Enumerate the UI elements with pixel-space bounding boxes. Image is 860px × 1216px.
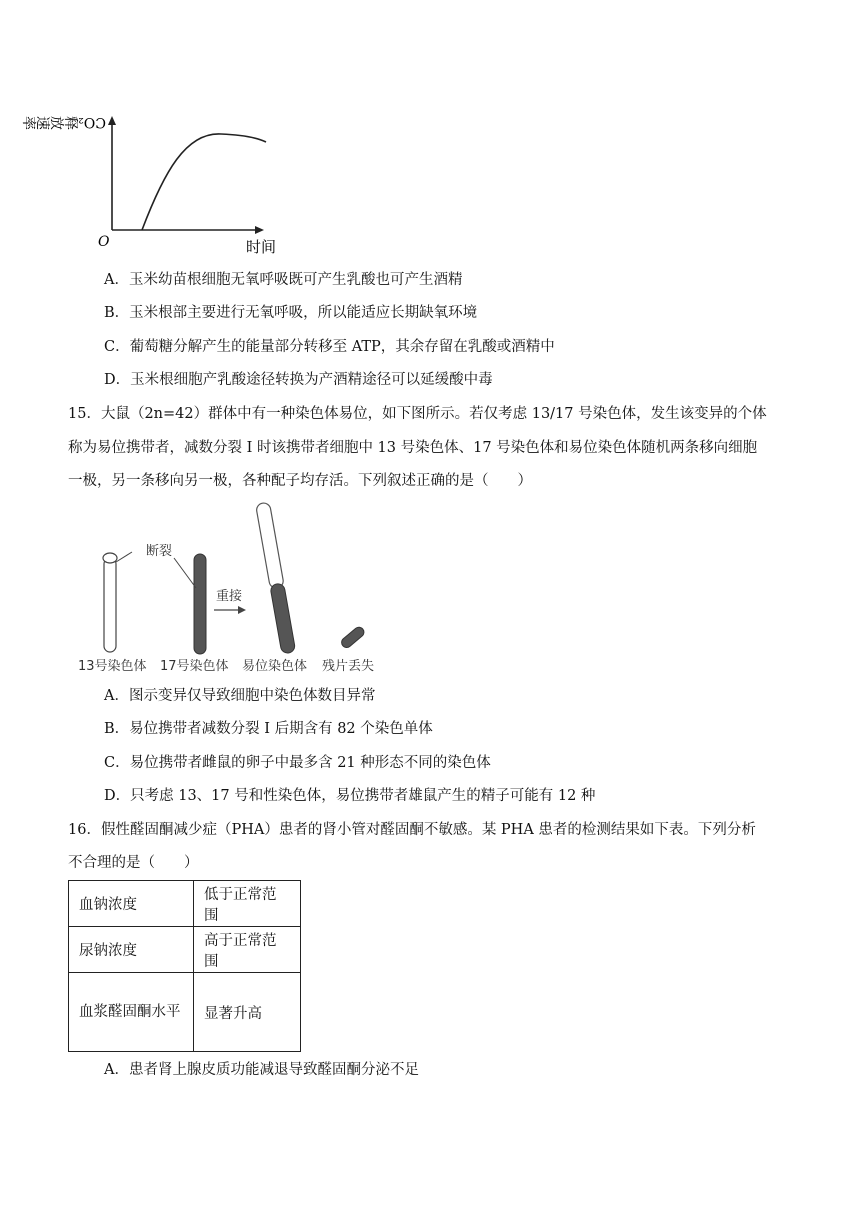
table-row	[69, 881, 301, 927]
co2-rate-graph	[22, 112, 286, 257]
break-leader-line	[174, 558, 196, 588]
table-cell-item: 血钠浓度	[69, 881, 194, 927]
q16-stem-line-2: 不合理的是（ ）	[68, 855, 199, 871]
q16-option-a: A．患者肾上腺皮质功能减退导致醛固酮分泌不足	[104, 1062, 419, 1078]
q15-stem-line-1: 15．大鼠（2n=42）群体中有一种染色体易位，如下图所示。若仅考虑 13/17 号染色体，发生该变异的个体	[68, 406, 767, 422]
q15-option-a: A．图示变异仅导致细胞中染色体数目异常	[104, 688, 376, 704]
table-row	[69, 927, 301, 973]
q15-option-c: C．易位携带者雌鼠的卵子中最多含 21 种形态不同的染色体	[104, 755, 491, 771]
q15-option-d: D．只考虑 13、17 号和性染色体，易位携带者雄鼠产生的精子可能有 12 种	[104, 788, 596, 804]
label-fragment-lost: 残片丢失	[322, 659, 375, 674]
q14-option-d: D．玉米根细胞产乳酸途径转换为产酒精途径可以延缓酸中毒	[104, 372, 493, 388]
translocation-dark-part	[270, 583, 296, 654]
chromosome-13	[104, 558, 116, 652]
q15-stem-line-2: 称为易位携带者，减数分裂 I 时该携带者细胞中 13 号染色体、17 号染色体和易位染色体随机两条移向细胞	[68, 440, 758, 456]
label-chromosome-17: 17号染色体	[160, 659, 229, 674]
table-row	[69, 973, 301, 1052]
table-cell-result: 高于正常范围	[194, 927, 301, 973]
chromosome-17	[194, 554, 206, 654]
graph-origin-label: O	[98, 234, 110, 250]
lost-fragment-shape	[340, 625, 366, 649]
lost-fragment	[340, 625, 366, 649]
graph-x-arrow	[255, 226, 264, 234]
q15-stem-line-3: 一极，另一条移向另一极，各种配子均存活。下列叙述正确的是（ ）	[68, 473, 532, 489]
table-cell-result: 显著升高	[194, 973, 301, 1052]
co2-rate-graph-svg	[22, 112, 286, 257]
chromosome-figure-svg	[74, 500, 384, 680]
graph-xlabel: 时间	[246, 238, 277, 256]
graph-y-arrow	[108, 116, 116, 125]
q14-option-b: B．玉米根部主要进行无氧呼吸，所以能适应长期缺氧环境	[104, 305, 478, 321]
q14-option-a: A．玉米幼苗根细胞无氧呼吸既可产生乳酸也可产生酒精	[104, 272, 463, 288]
chromosome-translocation-figure	[74, 500, 384, 680]
graph-curve	[142, 134, 266, 230]
graph-ylabel: CO₂释放速率	[22, 114, 106, 130]
rejoin-label: 重接	[216, 589, 243, 604]
label-translocation-chromosome: 易位染色体	[242, 659, 308, 674]
q16-stem-line-1: 16．假性醛固酮减少症（PHA）患者的肾小管对醛固酮不敏感。某 PHA 患者的检测结果如下表。下列分析	[68, 822, 756, 838]
rejoin-arrowhead	[238, 606, 246, 614]
chromosome-13-satellite	[103, 553, 117, 563]
label-chromosome-13: 13号染色体	[78, 659, 147, 674]
break-leader-line-13	[116, 552, 132, 562]
q14-option-c: C．葡萄糖分解产生的能量部分转移至 ATP，其余存留在乳酸或酒精中	[104, 339, 555, 355]
break-label: 断裂	[146, 544, 173, 559]
table-cell-item: 血浆醛固酮水平	[69, 973, 194, 1052]
q15-option-b: B．易位携带者减数分裂 I 后期含有 82 个染色单体	[104, 721, 433, 737]
translocation-chromosome	[256, 502, 296, 654]
table-cell-item: 尿钠浓度	[69, 927, 194, 973]
table-cell-result: 低于正常范围	[194, 881, 301, 927]
translocation-white-part	[256, 502, 285, 589]
pha-test-results-table	[68, 880, 301, 1052]
